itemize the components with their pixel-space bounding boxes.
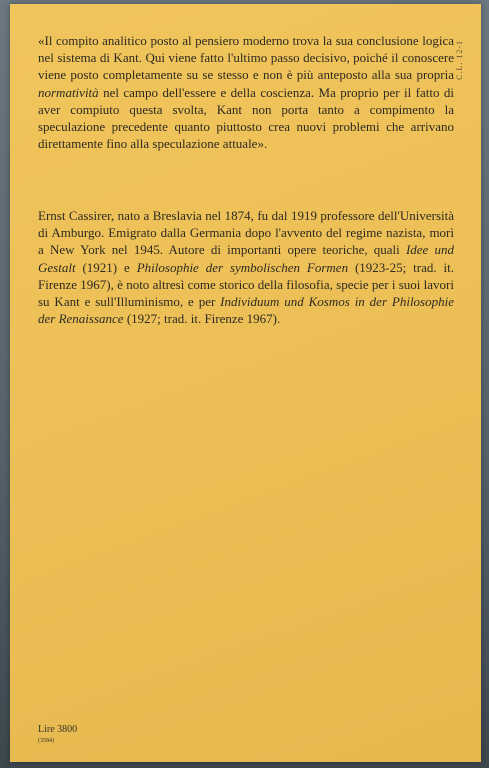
quote-text-1: «Il compito analitico posto al pensiero moderno trova la sua conclusione logica nel sistema di Kant. Qui viene fatto l'ultimo passo decisivo, poiché il conoscere viene posto completamente su se stesso e non è più anteposto alla sua propria xyxy=(38,33,454,83)
price-label: Lire 3800 xyxy=(38,724,78,735)
bio-title-1: Idee und Gestalt xyxy=(38,242,454,275)
catalog-code: C.L. 12-1 xyxy=(455,40,464,80)
quote-text-2: nel campo dell'essere e della coscienza. Ma proprio per il fatto di aver compiuto questa svolta, Kant non porta tanto a compimento la speculazione precedente quanto piuttosto crea nuovi problemi che arrivano direttamente fino alla speculazione attuale». xyxy=(38,84,454,152)
author-bio-paragraph xyxy=(38,207,454,327)
product-code: (3584) xyxy=(38,738,54,744)
bio-title-2: Philosophie der symbolischen Formen xyxy=(136,259,349,275)
bio-text-4: (1927; trad. it. Firenze 1967). xyxy=(123,311,281,327)
bio-text-2: (1921) e xyxy=(75,259,137,275)
bio-text-1: Ernst Cassirer, nato a Breslavia nel 1874, fu dal 1919 professore dell'Università di Amburgo. Emigrato dalla Germania dopo l'avvento del regime nazista, morì a New York nel 1945. Autore di importanti opere teoriche, quali xyxy=(38,208,454,258)
quote-italic-term: normatività xyxy=(38,84,99,100)
bio-title-3: Individuum und Kosmos in der Philosophie der Renaissance xyxy=(38,294,454,327)
quote-paragraph xyxy=(38,32,454,152)
bio-text-3: (1923-25; trad. it. Firenze 1967), è noto altresì come storico della filosofia, specie per i suoi lavori su Kant e sull'Illuminismo, e per xyxy=(38,259,454,310)
